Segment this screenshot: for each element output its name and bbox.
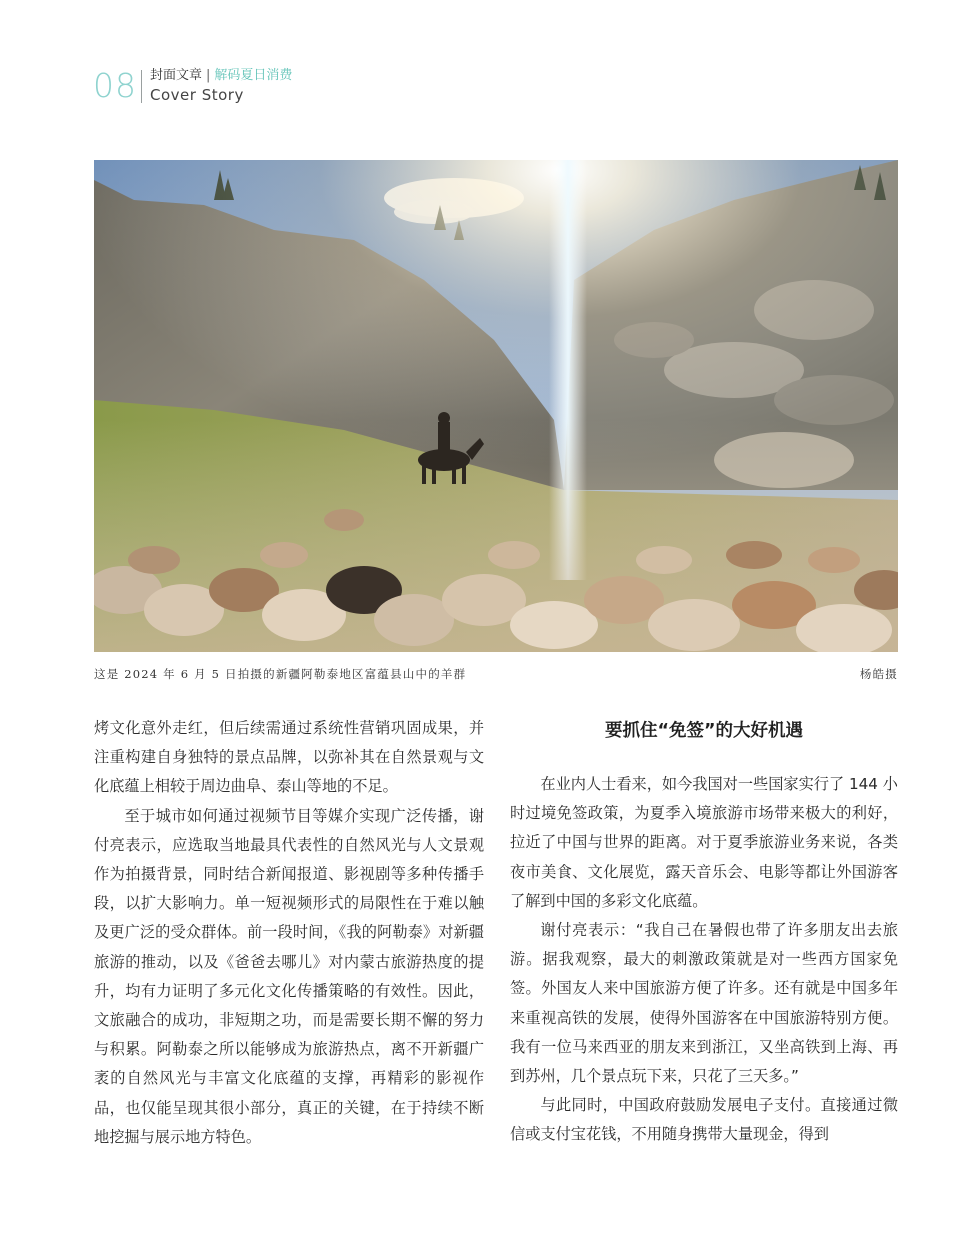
- section-label: [150, 68, 292, 84]
- caption-text: 这是 2024 年 6 月 5 日拍摄的新疆阿勒泰地区富蕴县山中的羊群: [94, 667, 467, 681]
- article-right-column: [510, 714, 898, 1150]
- page-number: 08: [93, 66, 137, 105]
- paragraph: 烤文化意外走红，但后续需通过系统性营销巩固成果，并注重构建自身独特的景点品牌，以弥补其在自然景观与文化底蕴上相较于周边曲阜、泰山等地的不足。: [94, 719, 484, 796]
- section-subtitle: 解码夏日消费: [214, 68, 293, 83]
- paragraph: 与此同时，中国政府鼓励发展电子支付。直接通过微信或支付宝花钱，不用随身携带大量现金，得到: [510, 1096, 898, 1144]
- section-separator: |: [206, 68, 211, 83]
- section-heading: 要抓住“免签”的大好机遇: [604, 721, 803, 741]
- paragraph: 至于城市如何通过视频节目等媒介实现广泛传播，谢付亮表示，应选取当地最具代表性的自然风光与人文景观作为拍摄背景，同时结合新闻报道、影视剧等多种传播手段，以扩大影响力。单一短视频形式的局限性在于难以触及更广泛的受众群体。前一段时间，《我的阿勒泰》对新疆旅游的推动，以及《爸爸去哪儿》对内蒙古旅游热度的提升，均有力证明了多元化文化传播策略的有效性。因此，文旅融合的成功，非短期之功，而是需要长期不懈的努力与积累。阿勒泰之所以能够成为旅游热点，离不开新疆广袤的自然风光与丰富文化底蕴的支撑，再精彩的影视作品，也仅能呈现其很小部分，真正的关键，在于持续不断地挖掘与展示地方特色。: [94, 806, 484, 1146]
- photo-caption: [94, 666, 898, 686]
- photo-sheep-herd-mountain: [94, 160, 898, 652]
- paragraph: 在业内人士看来，如今我国对一些国家实行了 144 小时过境免签政策，为夏季入境旅游市场带来极大的利好，拉近了中国与世界的距离。对于夏季旅游业务来说，各类夜市美食、文化展览，露天音乐会、电影等都让外国游客了解到中国的多彩文化底蕴。: [510, 775, 898, 910]
- header-divider: [141, 70, 142, 103]
- paragraph: 谢付亮表示：“我自己在暑假也带了许多朋友出去旅游。据我观察，最大的刺激政策就是对一些西方国家免签。外国友人来中国旅游方便了许多。还有就是中国多年来重视高铁的发展，使得外国游客在中国旅游特别方便。我有一位马来西亚的朋友来到浙江，又坐高铁到上海、再到苏州，几个景点玩下来，只花了三天多。”: [510, 921, 898, 1086]
- photo-credit: 杨皓摄: [859, 667, 898, 681]
- article-left-column: [94, 714, 484, 1152]
- section-title: 封面文章: [150, 68, 203, 83]
- section-english-title: Cover Story: [150, 86, 244, 104]
